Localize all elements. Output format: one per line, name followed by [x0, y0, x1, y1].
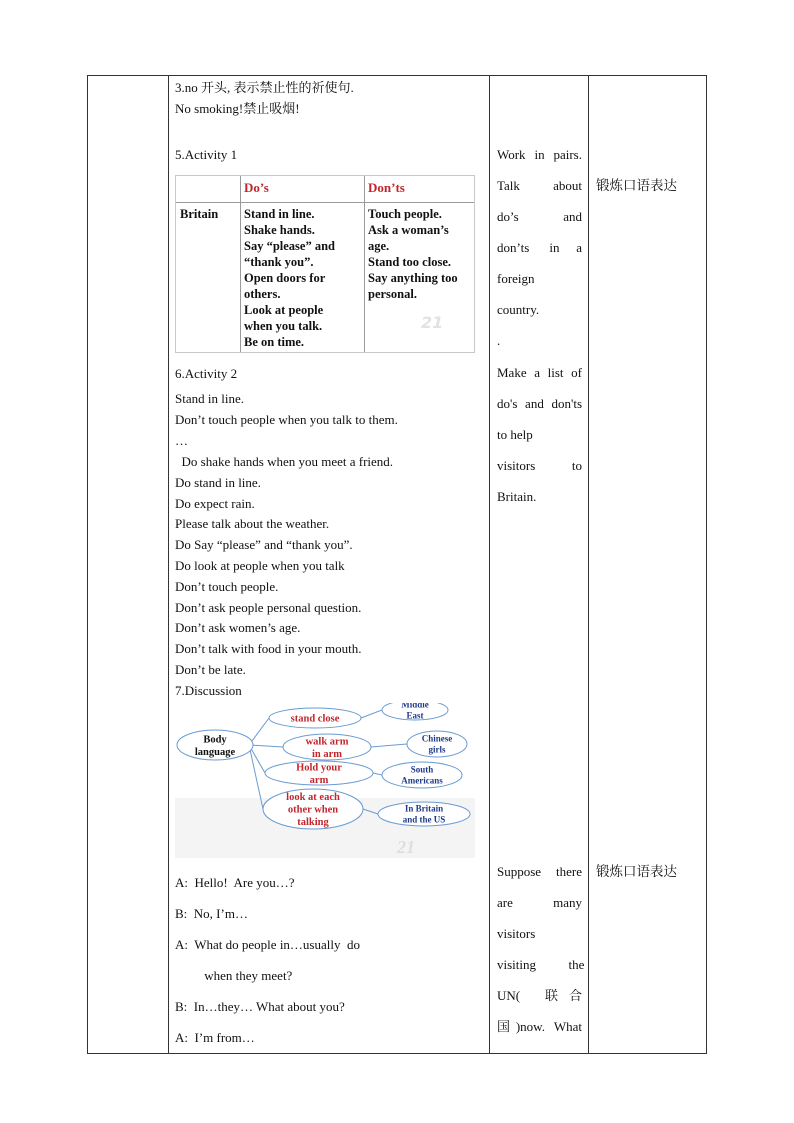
activity2-heading: 6.Activity 2 [175, 366, 238, 381]
action-node-label: Hold your [296, 762, 342, 774]
donts-list [368, 206, 458, 302]
content-line: … [175, 433, 188, 448]
teaching-content-cell [169, 76, 489, 1053]
activity-text: visiting the [497, 957, 585, 972]
root-node-label: Body [203, 734, 227, 746]
table-divider [364, 176, 365, 352]
content-line: Do stand in line. [175, 475, 261, 490]
content-line: Don’t ask people personal question. [175, 600, 362, 615]
activity-text: Work in pairs. [497, 147, 582, 162]
action-node-label: in arm [311, 748, 343, 760]
list-item: Say “please” and [244, 239, 335, 253]
action-node-label: other when [287, 804, 339, 816]
content-line: Don’t be late. [175, 662, 246, 677]
activity-text: are many [497, 895, 582, 910]
table-header-row [176, 176, 474, 203]
activity-text: 国)now. What [497, 1019, 582, 1034]
purpose-text: 锻炼口语表达 [596, 864, 677, 880]
activity-text: foreign [497, 271, 535, 286]
activity-text: Britain. [497, 489, 537, 504]
list-item: Say anything too [368, 271, 458, 285]
content-line: Do look at people when you talk [175, 558, 345, 573]
body-language-diagram [175, 703, 475, 858]
content-line: Don’t ask women’s age. [175, 620, 301, 635]
place-node-label: Chinese [421, 733, 453, 744]
action-node-label: stand close [290, 713, 340, 725]
content-line: Do expect rain. [175, 496, 255, 511]
list-item: Be on time. [244, 335, 305, 349]
action-node-label: arm [309, 774, 329, 786]
place-node-label: In Britain [404, 803, 444, 814]
action-node-label: look at each [286, 792, 340, 804]
content-line: Stand in line. [175, 391, 244, 406]
watermark-logo: 21 [397, 837, 415, 857]
list-item: “thank you”. [244, 255, 314, 269]
action-node-label: walk arm [305, 736, 349, 748]
activity1-heading: 5.Activity 1 [175, 147, 238, 162]
place-node-label: South [410, 764, 434, 775]
activity-text: country. [497, 302, 540, 317]
content-line: Do shake hands when you meet a friend. [175, 454, 394, 469]
activity-text: Suppose there [497, 864, 582, 879]
diagram-connector [361, 710, 382, 718]
content-line: Don’t touch people. [175, 579, 279, 594]
activity-text: . [497, 333, 501, 348]
root-node-label: language [194, 746, 236, 758]
dialogue-line: when they meet? [175, 968, 293, 983]
dialogue-line: B: No, I’m… [175, 906, 248, 921]
activity-text: Talk about [497, 178, 582, 193]
list-item: when you talk. [244, 319, 323, 333]
list-item: Look at people [244, 303, 324, 317]
lesson-table [87, 75, 707, 1054]
list-item: Open doors for [244, 271, 326, 285]
diagram-svg [175, 703, 475, 858]
list-item: Stand too close. [368, 255, 451, 269]
place-node-label: East [406, 710, 424, 721]
purpose-cell [589, 76, 707, 1053]
diagram-connector [373, 773, 382, 775]
header-dos: Do’s [244, 180, 269, 195]
activity-text: do’s and [497, 209, 582, 224]
dialogue-line: B: In…they… What about you? [175, 999, 345, 1014]
place-node-label: and the US [402, 814, 446, 825]
row-label-britain: Britain [180, 207, 219, 221]
action-node-label: talking [297, 817, 329, 829]
grammar-note: 3.no 开头, 表示禁止性的祈使句. [175, 80, 354, 95]
dialogue-line: A: Hello! Are you…? [175, 875, 295, 890]
content-line: Do Say “please” and “thank you”. [175, 537, 353, 552]
diagram-connector [371, 744, 407, 747]
dialogue-line: A: What do people in…usually do [175, 937, 360, 952]
student-activity-cell [490, 76, 588, 1053]
watermark-logo: 21 [421, 313, 444, 332]
discussion-heading: 7.Discussion [175, 683, 242, 698]
example-sentence: No smoking!禁止吸烟! [175, 101, 300, 116]
activity-text: visitors [497, 926, 536, 941]
place-node-label: Americans [401, 775, 443, 786]
activity-text: Make a list of [497, 365, 582, 380]
content-line: Don’t talk with food in your mouth. [175, 641, 362, 656]
header-donts: Don’ts [368, 180, 405, 195]
list-item: personal. [368, 287, 417, 301]
purpose-text: 锻炼口语表达 [596, 178, 677, 194]
dialogue-line: A: I’m from… [175, 1030, 255, 1045]
activity-text: to help [497, 427, 533, 442]
list-item: Ask a woman’s [368, 223, 449, 237]
content-line: Please talk about the weather. [175, 516, 330, 531]
list-item: Stand in line. [244, 207, 315, 221]
table-divider [240, 176, 241, 352]
dos-list [244, 206, 335, 350]
list-item: Shake hands. [244, 223, 315, 237]
list-item: age. [368, 239, 390, 253]
activity1-table [175, 175, 475, 353]
list-item: Touch people. [368, 207, 442, 221]
place-node-label: Middle [401, 703, 429, 710]
place-node-label: girls [428, 744, 446, 755]
activity-text: UN( 联 合 [497, 988, 582, 1003]
content-line: Don’t touch people when you talk to them. [175, 412, 398, 427]
activity-text: visitors to [497, 458, 582, 473]
diagram-connector [249, 745, 283, 747]
list-item: others. [244, 287, 281, 301]
activity-text: do's and don'ts [497, 396, 582, 411]
activity-text: don’ts in a [497, 240, 582, 255]
